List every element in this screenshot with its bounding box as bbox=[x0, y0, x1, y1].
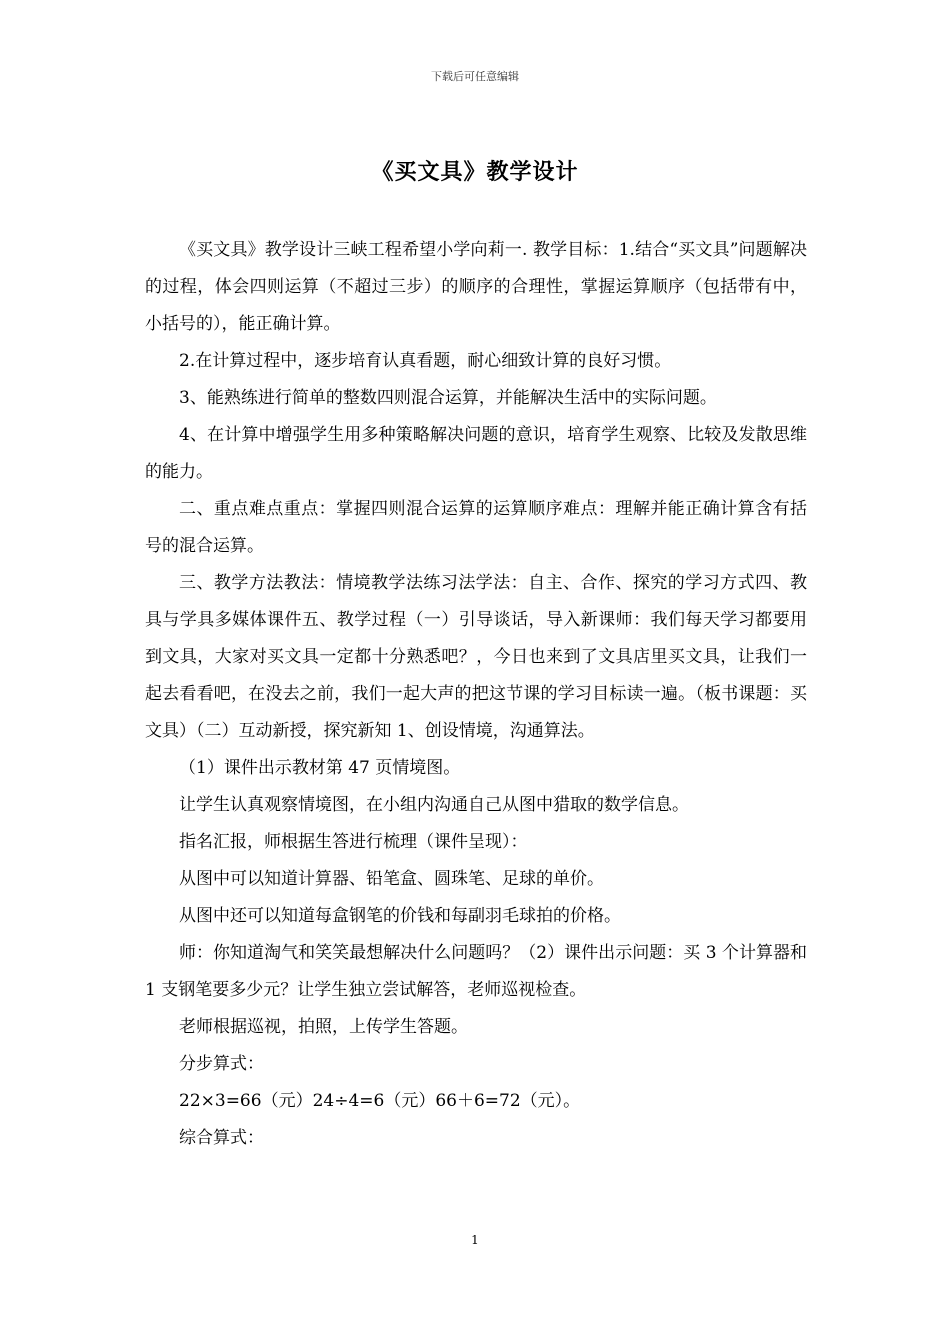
paragraph-unit-prices: 从图中可以知道计算器、铅笔盒、圆珠笔、足球的单价。 bbox=[179, 869, 604, 889]
paragraph-objective-3: 3、能熟练进行简单的整数四则混合运算，并能解决生活中的实际问题。 bbox=[179, 388, 717, 408]
paragraph-objective-2: 2.在计算过程中，逐步培育认真看题，耐心细致计算的良好习惯。 bbox=[179, 351, 672, 371]
paragraph-courseware-1: （1）课件出示教材第 47 页情境图。 bbox=[179, 758, 461, 778]
paragraph-observe: 让学生认真观察情境图，在小组内沟通自己从图中猎取的数学信息。 bbox=[179, 795, 689, 815]
paragraph-upload: 老师根据巡视，拍照，上传学生答题。 bbox=[179, 1017, 468, 1037]
paragraph-teaching-process: 三、教学方法教法：情境教学法练习法学法：自主、合作、探究的学习方式四、教具与学具多媒体课件五、教学过程（一）引导谈话，导入新课师：我们每天学习都要用到文具，大家对买文具一定都十分熟悉吧？，今日也来到了文具店里买文具，让我们一起去看看吧，在没去之前，我们一起大声的把这节课的学习目标读一遍。（板书课题：买文具）（二）互动新授，探究新知 1、创设情境，沟通算法。 bbox=[145, 573, 807, 741]
page-number: 1 bbox=[471, 1233, 479, 1247]
page-header: 下载后可任意编辑 bbox=[431, 70, 519, 83]
paragraph-step-formula: 22×3=66（元）24÷4=6（元）66＋6=72（元）。 bbox=[179, 1091, 581, 1111]
paragraph-step-label: 分步算式： bbox=[179, 1054, 264, 1074]
paragraph-combined-label: 综合算式： bbox=[179, 1128, 264, 1148]
paragraph-report: 指名汇报，师根据生答进行梳理（课件呈现）： bbox=[179, 832, 528, 852]
paragraph-key-points: 二、重点难点重点：掌握四则混合运算的运算顺序难点：理解并能正确计算含有括号的混合运算。 bbox=[145, 499, 807, 556]
paragraph-objective-4: 4、在计算中增强学生用多种策略解决问题的意识，培育学生观察、比较及发散思维的能力。 bbox=[145, 425, 807, 482]
document-body bbox=[145, 232, 807, 1157]
paragraph-box-prices: 从图中还可以知道每盒钢笔的价钱和每副羽毛球拍的价格。 bbox=[179, 906, 621, 926]
document-title: 《买文具》教学设计 bbox=[371, 160, 579, 185]
paragraph-objectives: 《买文具》教学设计三峡工程希望小学向莉一. 教学目标：1.结合“买文具”问题解决的过程，体会四则运算（不超过三步）的顺序的合理性，掌握运算顺序（包括带有中，小括号的），能正确计算。 bbox=[145, 240, 807, 334]
paragraph-question: 师：你知道淘气和笑笑最想解决什么问题吗？（2）课件出示问题：买 3 个计算器和 1 支钢笔要多少元？让学生独立尝试解答，老师巡视检查。 bbox=[145, 943, 807, 1000]
